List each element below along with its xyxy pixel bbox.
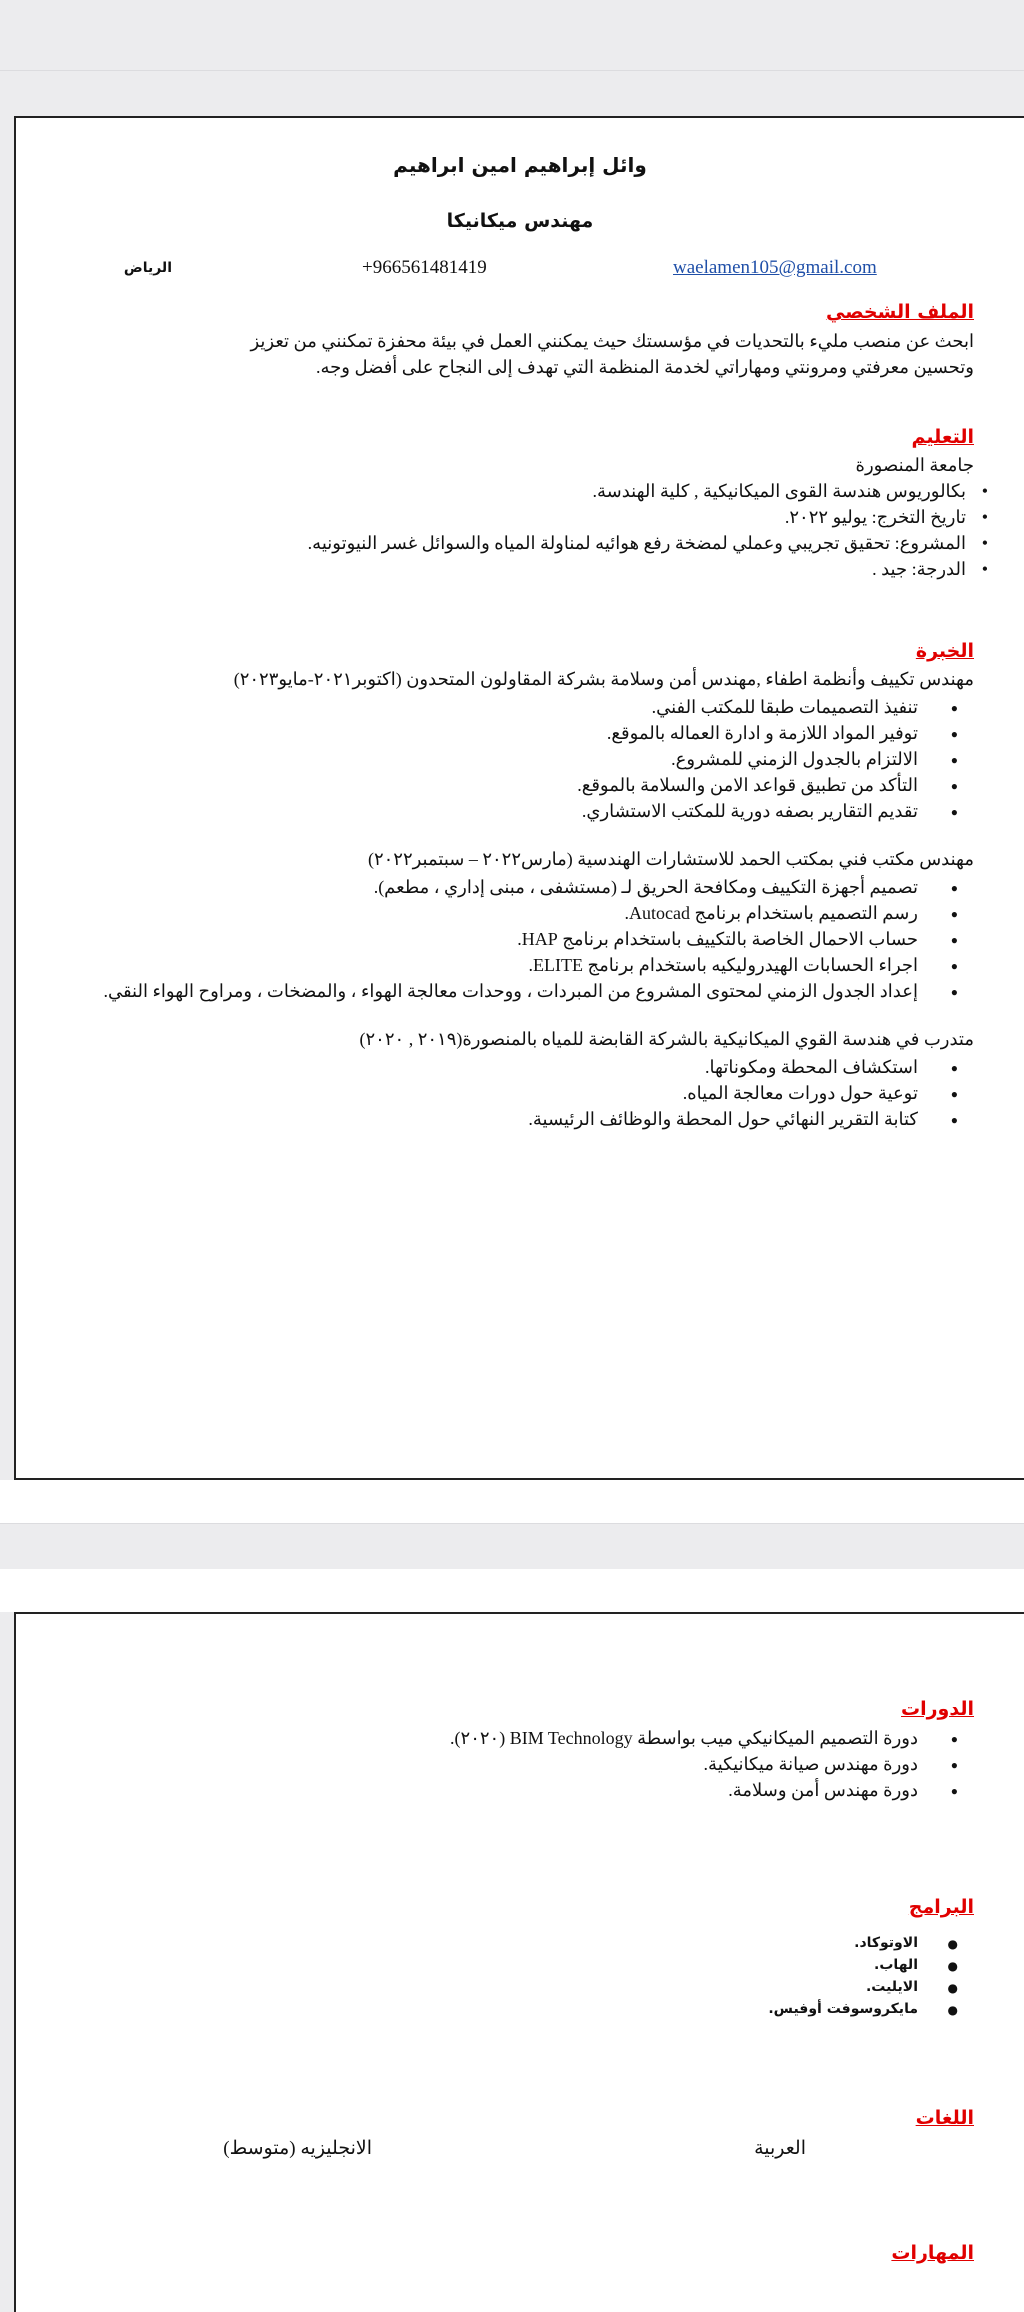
list-item: ● الاوتوكاد. bbox=[74, 1932, 918, 1954]
phone-number: +966561481419 bbox=[362, 257, 487, 278]
job-title: مهندس ميكانيكا bbox=[446, 210, 594, 232]
viewer-top-band bbox=[0, 0, 1024, 71]
job-heading: مهندس تكييف وأنظمة اطفاء ,مهندس أمن وسلامة بشركة المقاولون المتحدون (اكتوبر٢٠٢١-مايو٢٠٢٣) bbox=[233, 669, 974, 689]
software-block bbox=[74, 1932, 974, 2020]
job-heading: مهندس مكتب فني بمكتب الحمد للاستشارات الهندسية (مارس٢٠٢٢ – سبتمبر٢٠٢٢) bbox=[367, 849, 974, 869]
list-item: ● التأكد من تطبيق قواعد الامن والسلامة بالموقع. bbox=[34, 772, 918, 798]
list-item: • بكالوريوس هندسة القوى الميكانيكية , كلية الهندسة. bbox=[74, 478, 966, 504]
courses-block bbox=[74, 1725, 974, 1803]
list-item: ● تنفيذ التصميمات طبقا للمكتب الفني. bbox=[34, 694, 918, 720]
section-title-experience: الخبرة bbox=[915, 640, 974, 662]
email-link[interactable]: waelamen105@gmail.com bbox=[673, 257, 877, 278]
section-title-skills: المهارات bbox=[891, 2242, 974, 2264]
list-item: • المشروع: تحقيق تجريبي وعملي لمضخة رفع هوائيه لمناولة المياه والسوائل غسر النيوتونيه. bbox=[74, 530, 966, 556]
list-item: • تاريخ التخرج: يوليو ٢٠٢٢. bbox=[74, 504, 966, 530]
list-item: ● تصميم أجهزة التكييف ومكافحة الحريق لـ (مستشفى ، مبنى إداري ، مطعم). bbox=[34, 874, 918, 900]
candidate-name: وائل إبراهيم امين ابراهيم bbox=[393, 153, 647, 177]
list-item: ● كتابة التقرير النهائي حول المحطة والوظائف الرئيسية. bbox=[34, 1106, 918, 1132]
experience-block bbox=[34, 666, 974, 1132]
list-item: ● توفير المواد اللازمة و ادارة العماله بالموقع. bbox=[34, 720, 918, 746]
university: جامعة المنصورة bbox=[855, 455, 974, 475]
list-item: ● توعية حول دورات معالجة المياه. bbox=[34, 1080, 918, 1106]
list-item: ● رسم التصميم باستخدام برنامج Autocad. bbox=[34, 900, 918, 926]
list-item: ● تقديم التقارير بصفه دورية للمكتب الاستشاري. bbox=[34, 798, 918, 824]
list-item: ● الايليت. bbox=[74, 1976, 918, 1998]
list-item: ● حساب الاحمال الخاصة بالتكييف باستخدام برنامج HAP. bbox=[34, 926, 918, 952]
list-item: ● دورة التصميم الميكانيكي ميب بواسطة BIM Technology (٢٠٢٠). bbox=[74, 1725, 918, 1751]
profile-line: ابحث عن منصب مليء بالتحديات في مؤسستك حيث يمكنني العمل في بيئة محفزة تمكنني من تعزيز bbox=[250, 331, 974, 351]
list-item: ● مايكروسوفت أوفيس. bbox=[74, 1998, 918, 2020]
list-item: ● اجراء الحسابات الهيدروليكيه باستخدام برنامج ELITE. bbox=[34, 952, 918, 978]
list-item: ● إعداد الجدول الزمني لمحتوى المشروع من المبردات ، ووحدات معالجة الهواء ، والمضخات ، ومراوح الهواء النقي. bbox=[98, 978, 918, 1004]
list-item: ● الهاب. bbox=[74, 1954, 918, 1976]
job-heading: متدرب في هندسة القوي الميكانيكية بالشركة القابضة للمياه بالمنصورة(٢٠١٩ , ٢٠٢٠) bbox=[359, 1029, 974, 1049]
list-item: ● دورة مهندس أمن وسلامة. bbox=[74, 1777, 918, 1803]
list-item: ● استكشاف المحطة ومكوناتها. bbox=[34, 1054, 918, 1080]
resume-page-1 bbox=[14, 116, 1024, 1480]
list-item: • الدرجة: جيد . bbox=[74, 556, 966, 582]
page-gap bbox=[0, 1480, 1024, 1523]
page-separator bbox=[0, 1523, 1024, 1570]
section-title-education: التعليم bbox=[911, 426, 974, 448]
profile-text bbox=[74, 328, 974, 380]
section-title-software: البرامج bbox=[908, 1896, 974, 1918]
resume-page-2 bbox=[14, 1612, 1024, 2312]
profile-line: وتحسين معرفتي ومرونتي ومهاراتي لخدمة المنظمة التي تهدف إلى النجاح على أفضل وجه. bbox=[315, 357, 974, 377]
language-arabic: العربية bbox=[754, 2138, 806, 2159]
page-gap bbox=[0, 1569, 1024, 1612]
section-title-languages: اللغات bbox=[915, 2107, 974, 2129]
language-english: الانجليزيه (متوسط) bbox=[223, 2138, 372, 2159]
section-title-profile: الملف الشخصي bbox=[825, 301, 974, 323]
list-item: ● دورة مهندس صيانة ميكانيكية. bbox=[74, 1751, 918, 1777]
list-item: ● الالتزام بالجدول الزمني للمشروع. bbox=[34, 746, 918, 772]
education-block bbox=[74, 452, 974, 582]
city: الرياض bbox=[123, 260, 172, 276]
section-title-courses: الدورات bbox=[901, 1698, 974, 1720]
